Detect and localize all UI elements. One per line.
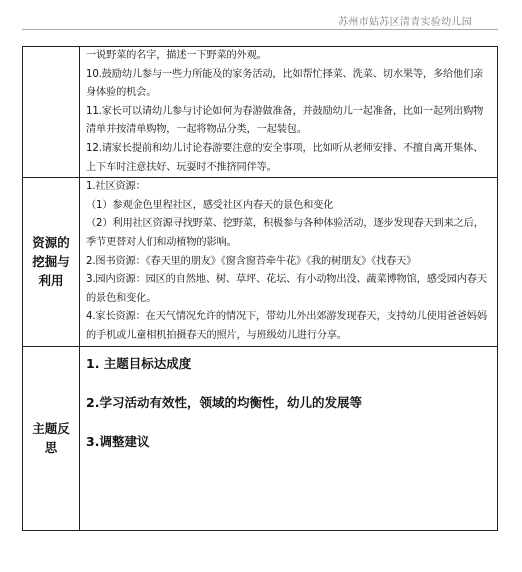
- continued-line: 11.家长可以请幼儿参与讨论如何为春游做准备，并鼓励幼儿一起准备，比如一起列出购物清单并按清单购物，一起将物品分类，一起装包。: [86, 105, 484, 136]
- table-row-resources: [23, 178, 498, 346]
- resource-line: （2）利用社区资源寻找野菜、挖野菜，积极参与各种体验活动，逐步发现春天到来之后，季节更替对人们和动植物的影响。: [86, 218, 484, 248]
- resources-content-cell: [80, 178, 498, 346]
- table-row-reflection: [23, 346, 498, 530]
- reflection-item: 1. 主题目标达成度: [86, 355, 192, 371]
- continued-content-cell: [80, 47, 498, 178]
- theme-plan-table: [22, 46, 498, 531]
- reflection-item: 2.学习活动有效性，领域的均衡性，幼儿的发展等: [86, 394, 362, 410]
- reflection-label: 主题反思: [23, 346, 80, 530]
- empty-label-cell: [23, 47, 80, 178]
- continued-line: 12.请家长提前和幼儿讨论春游要注意的安全事项，比如听从老师安排、不擅自离开集体、上下车时注意扶好、玩耍时不推挤同伴等。: [86, 142, 484, 173]
- continued-line: 一说野菜的名字，描述一下野菜的外观。: [86, 50, 267, 61]
- resource-line: 4.家长资源：在天气情况允许的情况下，带幼儿外出郊游发现春天，支持幼儿使用爸爸妈妈的手机或儿童相机拍摄春天的照片，与班级幼儿进行分享。: [86, 311, 487, 341]
- reflection-content-cell: [80, 346, 498, 530]
- resource-line: 1.社区资源：: [86, 181, 146, 193]
- table-row-continued: [23, 47, 498, 178]
- continued-line: 10.鼓励幼儿参与一些力所能及的家务活动，比如帮忙择菜、洗菜、切水果等，多给他们亲身体验的机会。: [86, 68, 484, 99]
- resource-line: （1）参观金色里程社区，感受社区内春天的景色和变化: [86, 199, 334, 211]
- reflection-item: 3.调整建议: [86, 433, 150, 449]
- school-header: 苏州市姑苏区清青实验幼儿园: [338, 17, 472, 28]
- header-divider: [22, 29, 498, 30]
- resource-line: 2.图书资源：《春天里的朋友》《窗含窗苔牵牛花》《我的树朋友》《找春天》: [86, 255, 417, 267]
- resources-label: 资源的挖掘与利用: [23, 178, 80, 346]
- resource-line: 3.园内资源：园区的自然地、树、草坪、花坛、有小动物出没、蔬菜博物馆，感受园内春天的景色和变化。: [86, 274, 487, 304]
